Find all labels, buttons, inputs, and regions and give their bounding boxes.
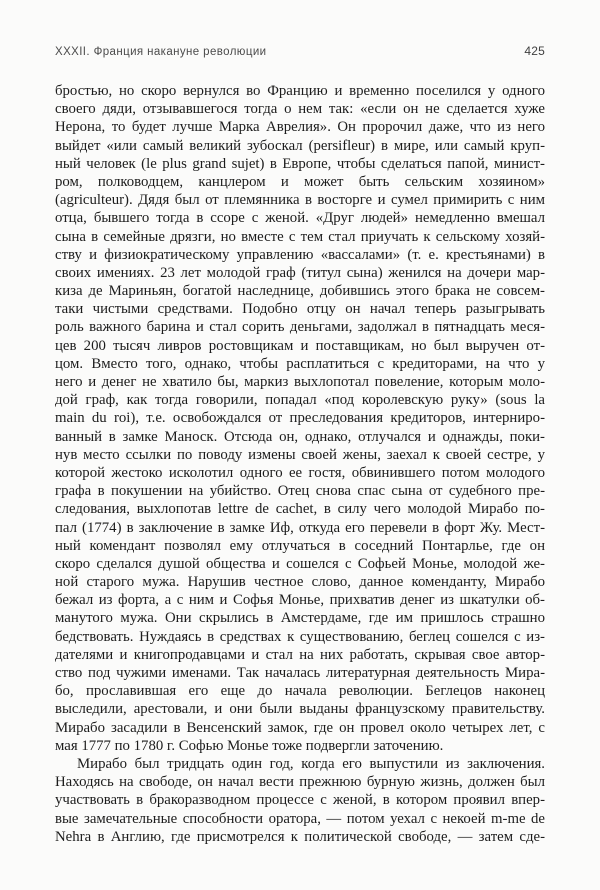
text-line: нув место ссылки по поводу измены своей жены, заехал к своей сестре, у: [55, 446, 545, 463]
text-line: киза де Мариньян, богатой наследнице, добившись этого брака не совсем-: [55, 283, 545, 300]
text-line: ный человек (le plus grand sujet) в Европе, чтобы сделаться папой, минист-: [55, 155, 545, 172]
text-line: Мирабо засадили в Венсенский замок, где он провел около четырех лет, с: [55, 719, 545, 736]
text-line: которой жестоко исколотил одного ее гостя, обвинившего потом молодого: [55, 464, 545, 481]
text-line: бежал из форта, а с ним и Софья Монье, прихватив денег из шкатулки об-: [55, 592, 545, 609]
text-line: вые замечательные способности оратора, — потом уехал с некоей m-me de: [55, 810, 545, 827]
text-line: своих имениях. 23 лет молодой граф (титул сына) женился на дочери мар-: [55, 264, 545, 281]
text-line: Находясь на свободе, он начал вести прежнюю бурную жизнь, должен был: [55, 774, 545, 791]
text-line: цев 200 тысяч ливров ростовщикам и поставщикам, но был выручен от-: [55, 337, 545, 354]
text-line: бростью, но скоро вернулся во Францию и временно поселился у одного: [55, 83, 545, 99]
page-number: 425: [524, 44, 545, 58]
text-line: манутого мужа. Они скрылись в Амстердаме, где им пришлось страшно: [55, 610, 545, 627]
text-line: отца, бывшего тогда в ссоре с женой. «Друг людей» немедленно вмешал: [55, 210, 545, 227]
text-line: дателями и книгопродавцами и стал на них работать, скрывая свое автор-: [55, 646, 545, 663]
text-line: дой граф, как тогда говорили, попадал «под королевскую руку» (sous la: [55, 392, 545, 409]
text-line: цом. Вместо того, однако, чтобы расплатиться с кредиторами, на что у: [55, 355, 545, 372]
paragraph: [55, 755, 545, 846]
text-line: Нерона, то будет лучше Марка Аврелия». Он пророчил даже, что из него: [55, 119, 545, 136]
text-line: выйдет «или самый великий зубоскал (persifleur) в мире, или самый круп-: [55, 137, 545, 154]
chapter-title: XXXII. Франция накануне революции: [55, 46, 267, 58]
text-line: ной старого мужа. Нарушив честное слово, данное коменданту, Мирабо: [55, 574, 545, 591]
text-line: ванный в замке Маноск. Отсюда он, однако, отлучался и однажды, поки-: [55, 428, 545, 445]
text-line: (agriculteur). Дядя был от племянника в восторге и сумел примирить с ним: [55, 192, 545, 209]
text-line: сына в семейные дрязги, но вместе с тем стал приучать к сельскому хозяй-: [55, 228, 545, 245]
text-line: ром, полководцем, канцлером и может быть сельским хозяином»: [55, 173, 545, 190]
body-text: [55, 82, 545, 846]
text-line: пал (1774) в заключение в замке Иф, откуда его перевели в форт Жу. Мест-: [55, 519, 545, 536]
text-line: участвовать в бракоразводном процессе с женой, в котором проявил впер-: [55, 792, 545, 809]
text-line: ный комендант позволял ему отлучаться в соседний Понтарлье, где он: [55, 537, 545, 554]
running-header: [55, 44, 545, 58]
text-line: main du roi), т.е. освобождался от преследования кредиторов, интерниро-: [55, 410, 545, 427]
text-line: выследили, арестовали, и они были выданы французскому правительству.: [55, 701, 545, 718]
text-line: бо, прославившая его еще до начала революции. Беглецов наконец: [55, 683, 545, 700]
text-line: Мирабо был тридцать один год, когда его выпустили из заключения.: [77, 755, 545, 772]
text-line: бедствовать. Нуждаясь в средствах к существованию, беглец сошелся с из-: [55, 628, 545, 645]
text-line: него и денег не хватило бы, маркиз выхлопотал повеление, которым моло-: [55, 374, 545, 390]
text-line: графа в покушении на убийство. Отец снова спас сына от судебного пре-: [55, 483, 545, 500]
text-line: своего дяди, отзывавшегося тогда о нем так: «если он не сделается хуже: [55, 101, 545, 118]
text-line: ству и физиократическому управлению «вассалами» (т. е. крестьянами) в: [55, 246, 545, 263]
text-line: Nehra в Англию, где присмотрелся к политической свободе, — затем сде-: [55, 828, 545, 845]
paragraph: [55, 82, 545, 755]
text-line: мая 1777 по 1780 г. Софью Монье тоже подвергли заточению.: [55, 737, 444, 754]
text-line: следования, выхлопотав lettre de cachet, в силу чего молодой Мирабо по-: [55, 501, 545, 518]
text-line: ство под чужими именами. Так началась литературная деятельность Мира-: [55, 665, 545, 681]
text-line: роль важного барина и стал сорить деньгами, задолжал в пятнадцать меся-: [55, 319, 545, 336]
text-line: скоро сделался душой общества и сошелся с Софьей Монье, молодой же-: [55, 555, 545, 572]
text-line: таки чистыми средствами. Подобно отцу он начал теперь разыгрывать: [55, 301, 545, 318]
